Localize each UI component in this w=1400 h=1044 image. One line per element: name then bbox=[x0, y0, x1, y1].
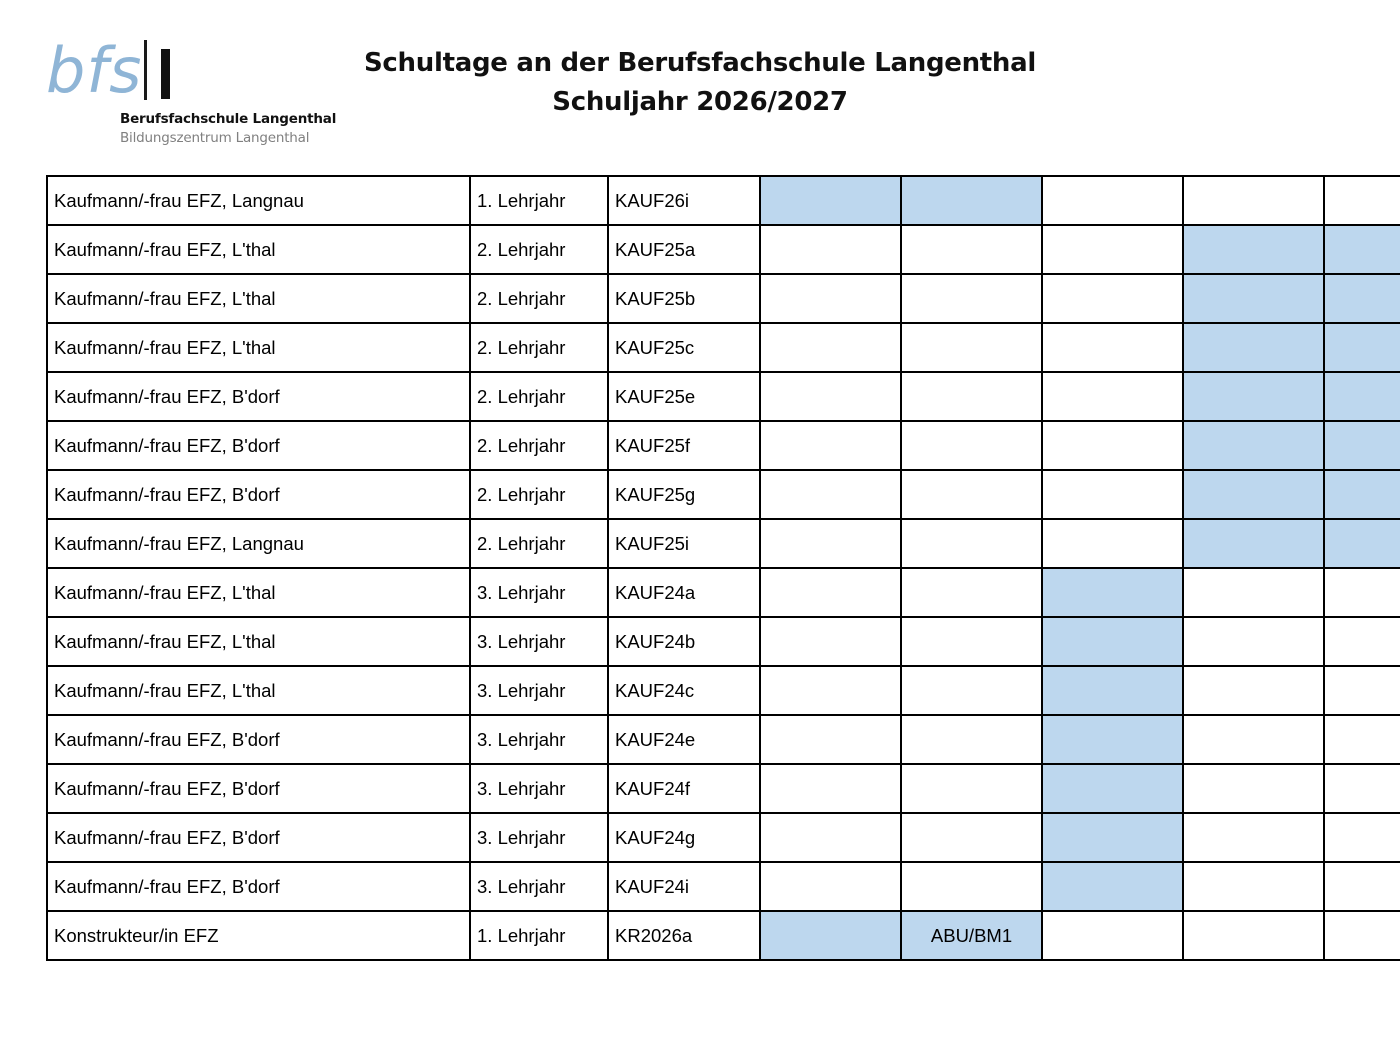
logo-divider-rule bbox=[144, 40, 147, 100]
cell-profession: Kaufmann/-frau EFZ, B'dorf bbox=[47, 813, 470, 862]
cell-schoolday-1 bbox=[760, 470, 901, 519]
cell-schoolday-3 bbox=[1042, 176, 1183, 225]
cell-schoolday-1 bbox=[760, 813, 901, 862]
cell-class-code: KAUF24f bbox=[608, 764, 760, 813]
cell-profession: Kaufmann/-frau EFZ, L'thal bbox=[47, 666, 470, 715]
cell-schoolday-5 bbox=[1324, 323, 1400, 372]
cell-class-code: KAUF26i bbox=[608, 176, 760, 225]
cell-schoolday-2 bbox=[901, 568, 1042, 617]
cell-profession: Kaufmann/-frau EFZ, L'thal bbox=[47, 274, 470, 323]
cell-schoolday-2 bbox=[901, 274, 1042, 323]
cell-profession: Kaufmann/-frau EFZ, L'thal bbox=[47, 225, 470, 274]
cell-apprenticeship-year: 2. Lehrjahr bbox=[470, 421, 608, 470]
cell-profession: Kaufmann/-frau EFZ, B'dorf bbox=[47, 372, 470, 421]
page-title-line-2: Schuljahr 2026/2027 bbox=[552, 87, 848, 117]
cell-schoolday-5 bbox=[1324, 813, 1400, 862]
cell-schoolday-1 bbox=[760, 715, 901, 764]
table-row bbox=[47, 323, 1400, 372]
cell-schoolday-5 bbox=[1324, 617, 1400, 666]
cell-schoolday-1 bbox=[760, 372, 901, 421]
cell-apprenticeship-year: 2. Lehrjahr bbox=[470, 470, 608, 519]
cell-schoolday-4 bbox=[1183, 470, 1324, 519]
schedule-table-wrapper bbox=[46, 175, 1353, 961]
cell-schoolday-3 bbox=[1042, 813, 1183, 862]
cell-schoolday-4 bbox=[1183, 764, 1324, 813]
cell-class-code: KAUF25b bbox=[608, 274, 760, 323]
cell-schoolday-4 bbox=[1183, 911, 1324, 960]
cell-schoolday-5 bbox=[1324, 911, 1400, 960]
cell-schoolday-2 bbox=[901, 372, 1042, 421]
cell-schoolday-1 bbox=[760, 666, 901, 715]
cell-schoolday-4 bbox=[1183, 862, 1324, 911]
table-row bbox=[47, 715, 1400, 764]
cell-class-code: KAUF25e bbox=[608, 372, 760, 421]
cell-schoolday-5 bbox=[1324, 568, 1400, 617]
cell-schoolday-3 bbox=[1042, 225, 1183, 274]
cell-schoolday-1 bbox=[760, 617, 901, 666]
cell-class-code: KAUF24i bbox=[608, 862, 760, 911]
cell-schoolday-2 bbox=[901, 176, 1042, 225]
cell-schoolday-2 bbox=[901, 225, 1042, 274]
cell-schoolday-5 bbox=[1324, 470, 1400, 519]
page-header bbox=[0, 0, 1400, 160]
cell-schoolday-5 bbox=[1324, 862, 1400, 911]
cell-schoolday-3 bbox=[1042, 666, 1183, 715]
cell-apprenticeship-year: 3. Lehrjahr bbox=[470, 666, 608, 715]
cell-schoolday-4 bbox=[1183, 715, 1324, 764]
cell-class-code: KAUF25i bbox=[608, 519, 760, 568]
logo-school-subtitle: Bildungszentrum Langenthal bbox=[120, 130, 310, 146]
cell-schoolday-5 bbox=[1324, 421, 1400, 470]
table-row bbox=[47, 519, 1400, 568]
cell-apprenticeship-year: 3. Lehrjahr bbox=[470, 715, 608, 764]
cell-schoolday-1 bbox=[760, 323, 901, 372]
schedule-table-body bbox=[47, 176, 1400, 960]
cell-class-code: KAUF25f bbox=[608, 421, 760, 470]
cell-schoolday-3 bbox=[1042, 519, 1183, 568]
logo-school-name: Berufsfachschule Langenthal bbox=[120, 111, 337, 127]
logo-mark bbox=[42, 30, 342, 107]
cell-schoolday-3 bbox=[1042, 617, 1183, 666]
cell-schoolday-2 bbox=[901, 666, 1042, 715]
cell-schoolday-2 bbox=[901, 715, 1042, 764]
cell-schoolday-1 bbox=[760, 764, 901, 813]
cell-apprenticeship-year: 2. Lehrjahr bbox=[470, 225, 608, 274]
cell-schoolday-3 bbox=[1042, 568, 1183, 617]
cell-profession: Kaufmann/-frau EFZ, L'thal bbox=[47, 568, 470, 617]
table-row bbox=[47, 274, 1400, 323]
cell-schoolday-5 bbox=[1324, 225, 1400, 274]
cell-schoolday-4 bbox=[1183, 568, 1324, 617]
cell-schoolday-4 bbox=[1183, 421, 1324, 470]
cell-schoolday-1 bbox=[760, 911, 901, 960]
cell-profession: Kaufmann/-frau EFZ, L'thal bbox=[47, 617, 470, 666]
cell-apprenticeship-year: 3. Lehrjahr bbox=[470, 764, 608, 813]
cell-profession: Konstrukteur/in EFZ bbox=[47, 911, 470, 960]
cell-schoolday-2 bbox=[901, 421, 1042, 470]
cell-apprenticeship-year: 3. Lehrjahr bbox=[470, 617, 608, 666]
cell-schoolday-5 bbox=[1324, 715, 1400, 764]
cell-schoolday-5 bbox=[1324, 666, 1400, 715]
cell-profession: Kaufmann/-frau EFZ, Langnau bbox=[47, 176, 470, 225]
cell-schoolday-2: ABU/BM1 bbox=[901, 911, 1042, 960]
logo-bar-icon bbox=[161, 49, 170, 99]
cell-schoolday-1 bbox=[760, 862, 901, 911]
cell-schoolday-4 bbox=[1183, 372, 1324, 421]
table-row bbox=[47, 176, 1400, 225]
cell-schoolday-4 bbox=[1183, 323, 1324, 372]
cell-apprenticeship-year: 3. Lehrjahr bbox=[470, 813, 608, 862]
cell-class-code: KAUF24c bbox=[608, 666, 760, 715]
page-title-line-1: Schultage an der Berufsfachschule Langenthal bbox=[364, 48, 1036, 78]
cell-schoolday-4 bbox=[1183, 617, 1324, 666]
cell-schoolday-2 bbox=[901, 862, 1042, 911]
cell-schoolday-4 bbox=[1183, 274, 1324, 323]
cell-class-code: KR2026a bbox=[608, 911, 760, 960]
cell-schoolday-4 bbox=[1183, 225, 1324, 274]
cell-schoolday-3 bbox=[1042, 421, 1183, 470]
cell-schoolday-3 bbox=[1042, 274, 1183, 323]
cell-schoolday-1 bbox=[760, 568, 901, 617]
cell-class-code: KAUF24e bbox=[608, 715, 760, 764]
cell-schoolday-2 bbox=[901, 323, 1042, 372]
cell-schoolday-5 bbox=[1324, 519, 1400, 568]
logo-text-lines bbox=[120, 110, 342, 148]
cell-profession: Kaufmann/-frau EFZ, B'dorf bbox=[47, 470, 470, 519]
school-logo bbox=[42, 30, 342, 148]
cell-schoolday-2 bbox=[901, 519, 1042, 568]
cell-schoolday-1 bbox=[760, 274, 901, 323]
cell-schoolday-4 bbox=[1183, 813, 1324, 862]
cell-class-code: KAUF24g bbox=[608, 813, 760, 862]
cell-schoolday-2 bbox=[901, 813, 1042, 862]
cell-profession: Kaufmann/-frau EFZ, B'dorf bbox=[47, 715, 470, 764]
table-row bbox=[47, 617, 1400, 666]
cell-schoolday-2 bbox=[901, 764, 1042, 813]
cell-apprenticeship-year: 2. Lehrjahr bbox=[470, 519, 608, 568]
cell-schoolday-3 bbox=[1042, 715, 1183, 764]
table-row bbox=[47, 372, 1400, 421]
cell-apprenticeship-year: 2. Lehrjahr bbox=[470, 274, 608, 323]
cell-schoolday-3 bbox=[1042, 372, 1183, 421]
table-row bbox=[47, 813, 1400, 862]
cell-schoolday-2 bbox=[901, 617, 1042, 666]
cell-apprenticeship-year: 1. Lehrjahr bbox=[470, 176, 608, 225]
cell-class-code: KAUF24b bbox=[608, 617, 760, 666]
cell-class-code: KAUF25a bbox=[608, 225, 760, 274]
cell-profession: Kaufmann/-frau EFZ, B'dorf bbox=[47, 764, 470, 813]
cell-schoolday-3 bbox=[1042, 862, 1183, 911]
cell-apprenticeship-year: 2. Lehrjahr bbox=[470, 323, 608, 372]
cell-schoolday-4 bbox=[1183, 519, 1324, 568]
cell-schoolday-5 bbox=[1324, 176, 1400, 225]
table-row bbox=[47, 470, 1400, 519]
cell-schoolday-1 bbox=[760, 519, 901, 568]
table-row bbox=[47, 862, 1400, 911]
cell-schoolday-3 bbox=[1042, 911, 1183, 960]
table-row bbox=[47, 568, 1400, 617]
cell-schoolday-5 bbox=[1324, 274, 1400, 323]
cell-schoolday-3 bbox=[1042, 764, 1183, 813]
cell-class-code: KAUF25g bbox=[608, 470, 760, 519]
schedule-table bbox=[46, 175, 1400, 961]
table-row bbox=[47, 911, 1400, 960]
table-row bbox=[47, 421, 1400, 470]
cell-class-code: KAUF24a bbox=[608, 568, 760, 617]
cell-schoolday-5 bbox=[1324, 764, 1400, 813]
table-row bbox=[47, 666, 1400, 715]
cell-apprenticeship-year: 2. Lehrjahr bbox=[470, 372, 608, 421]
cell-profession: Kaufmann/-frau EFZ, B'dorf bbox=[47, 421, 470, 470]
cell-schoolday-4 bbox=[1183, 666, 1324, 715]
cell-schoolday-4 bbox=[1183, 176, 1324, 225]
cell-schoolday-3 bbox=[1042, 323, 1183, 372]
logo-wordmark: bfs bbox=[46, 34, 143, 107]
cell-schoolday-5 bbox=[1324, 372, 1400, 421]
cell-schoolday-1 bbox=[760, 225, 901, 274]
cell-profession: Kaufmann/-frau EFZ, B'dorf bbox=[47, 862, 470, 911]
table-row bbox=[47, 764, 1400, 813]
cell-schoolday-3 bbox=[1042, 470, 1183, 519]
page-title bbox=[340, 44, 1060, 122]
cell-apprenticeship-year: 1. Lehrjahr bbox=[470, 911, 608, 960]
table-row bbox=[47, 225, 1400, 274]
cell-schoolday-2 bbox=[901, 470, 1042, 519]
cell-apprenticeship-year: 3. Lehrjahr bbox=[470, 862, 608, 911]
cell-schoolday-1 bbox=[760, 176, 901, 225]
cell-apprenticeship-year: 3. Lehrjahr bbox=[470, 568, 608, 617]
cell-schoolday-1 bbox=[760, 421, 901, 470]
cell-profession: Kaufmann/-frau EFZ, Langnau bbox=[47, 519, 470, 568]
cell-class-code: KAUF25c bbox=[608, 323, 760, 372]
cell-profession: Kaufmann/-frau EFZ, L'thal bbox=[47, 323, 470, 372]
